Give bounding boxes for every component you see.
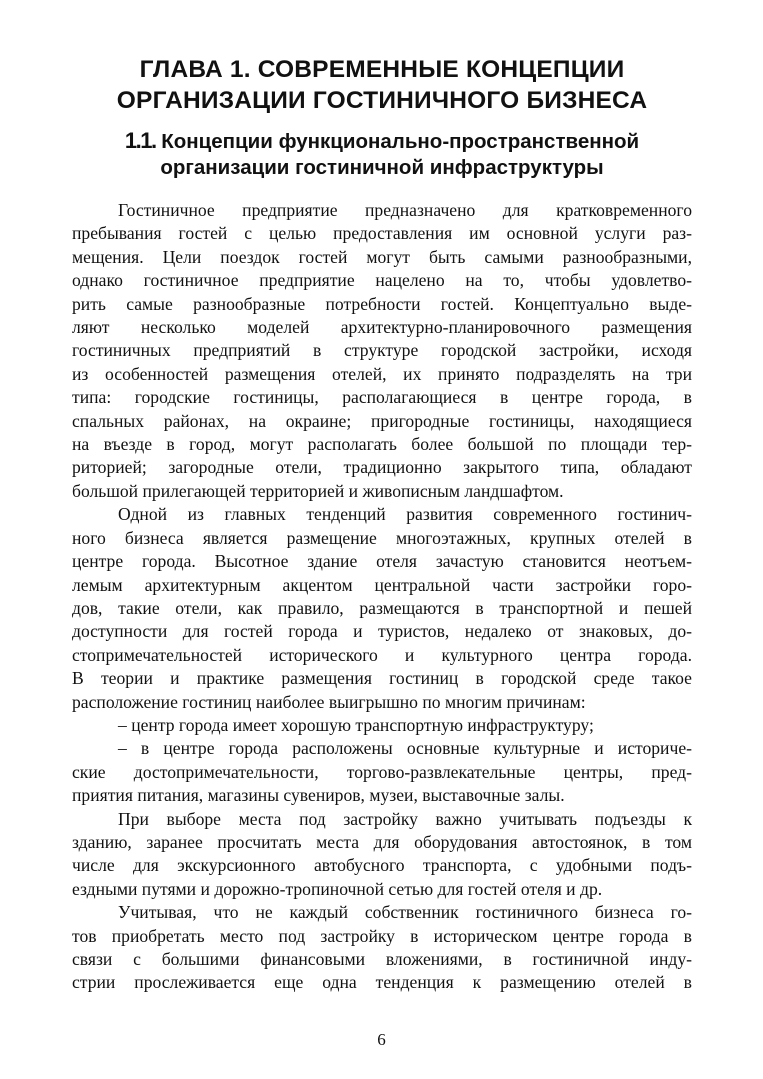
text-line: При выборе места под застройку важно учитывать подъезды к [118,808,692,829]
chapter-title-line-1: ГЛАВА 1. СОВРЕМЕННЫЕ КОНЦЕПЦИИ [139,56,625,83]
paragraph [72,737,692,807]
text-line: – центр города имеет хорошую транспортную инфраструктуру; [118,714,594,735]
text-line: на въезде в город, могут располагать более большой по площади тер- [72,434,692,455]
text-line: спальных районах, на окраине; пригородные гостиницы, находящиеся [72,410,692,431]
text-line: центре города. Высотное здание отеля зачастую становится неотъем- [72,551,692,572]
section-title-line-2: организации гостиничной инфраструктуры [160,156,604,179]
text-line: большой прилегающей территорией и живописным ландшафтом. [72,480,564,501]
text-line: стопримечательностей исторического и культурного центра города. [72,644,692,665]
body-text [72,199,692,995]
paragraph [72,901,692,995]
text-line: однако гостиничное предприятие нацелено на то, чтобы удовлетво- [72,270,692,291]
text-line: расположение гостиниц наиболее выигрышно по многим причинам: [72,691,586,712]
chapter-title-line-2: ОРГАНИЗАЦИИ ГОСТИНИЧНОГО БИЗНЕСА [116,87,648,114]
paragraph [72,199,692,503]
paragraph [72,714,692,737]
section-title-line-1: Концепции функционально-пространственной [161,130,640,153]
text-line: приятия питания, магазины сувениров, музеи, выставочные залы. [72,785,565,806]
text-line: ездными путями и дорожно-тропиночной сетью для гостей отеля и др. [72,878,603,899]
paragraph [72,808,692,902]
text-line: доступности для гостей города и туристов, недалеко от знаковых, до- [72,621,692,642]
text-line: гостиничных предприятий в структуре городской застройки, исходя [72,340,692,361]
text-line: типа: городские гостиницы, располагающиеся в центре города, в [72,387,692,408]
text-line: дов, такие отели, как правило, размещаются в транспортной и пешей [72,597,692,618]
text-line: В теории и практике размещения гостиниц в городской среде такое [72,668,692,689]
text-line: ляют несколько моделей архитектурно-планировочного размещения [72,317,692,338]
text-line: ного бизнеса является размещение многоэтажных, крупных отелей в [72,527,692,548]
page-number: 6 [377,1030,386,1049]
text-line: – в центре города расположены основные культурные и историче- [118,738,692,759]
text-line: зданию, заранее просчитать места для оборудования автостоянок, в том [72,831,692,852]
paragraph [72,503,692,714]
text-line: Гостиничное предприятие предназначено для кратковременного [118,200,692,220]
section-title [72,128,692,181]
chapter-title [72,54,692,116]
text-line: лемым архитектурным акцентом центральной части застройки горо- [72,574,692,595]
text-line: стрии прослеживается еще одна тенденция к размещению отелей в [72,972,692,993]
text-line: тов приобретать место под застройку в историческом центре города в [72,925,692,946]
text-line: из особенностей размещения отелей, их принято подразделять на три [72,363,692,384]
text-line: связи с большими финансовыми вложениями, в гостиничной инду- [72,949,692,969]
text-line: пребывания гостей с целью предоставления им основной услуги раз- [72,223,692,244]
text-line: Учитывая, что не каждый собственник гостиничного бизнеса го- [118,902,692,923]
text-line: ские достопримечательности, торгово-развлекательные центры, пред- [72,761,692,782]
page-content [72,54,692,995]
text-line: риторией; загородные отели, традиционно закрытого типа, обладают [72,457,692,478]
text-line: числе для экскурсионного автобусного транспорта, с удобными подъ- [72,855,692,876]
text-line: мещения. Цели поездок гостей могут быть самыми разнообразными, [72,246,692,267]
section-number: 1.1. [124,128,156,153]
text-line: Одной из главных тенденций развития современного гостинич- [118,504,692,525]
text-line: рить самые разнообразные потребности гостей. Концептуально выде- [72,293,692,314]
